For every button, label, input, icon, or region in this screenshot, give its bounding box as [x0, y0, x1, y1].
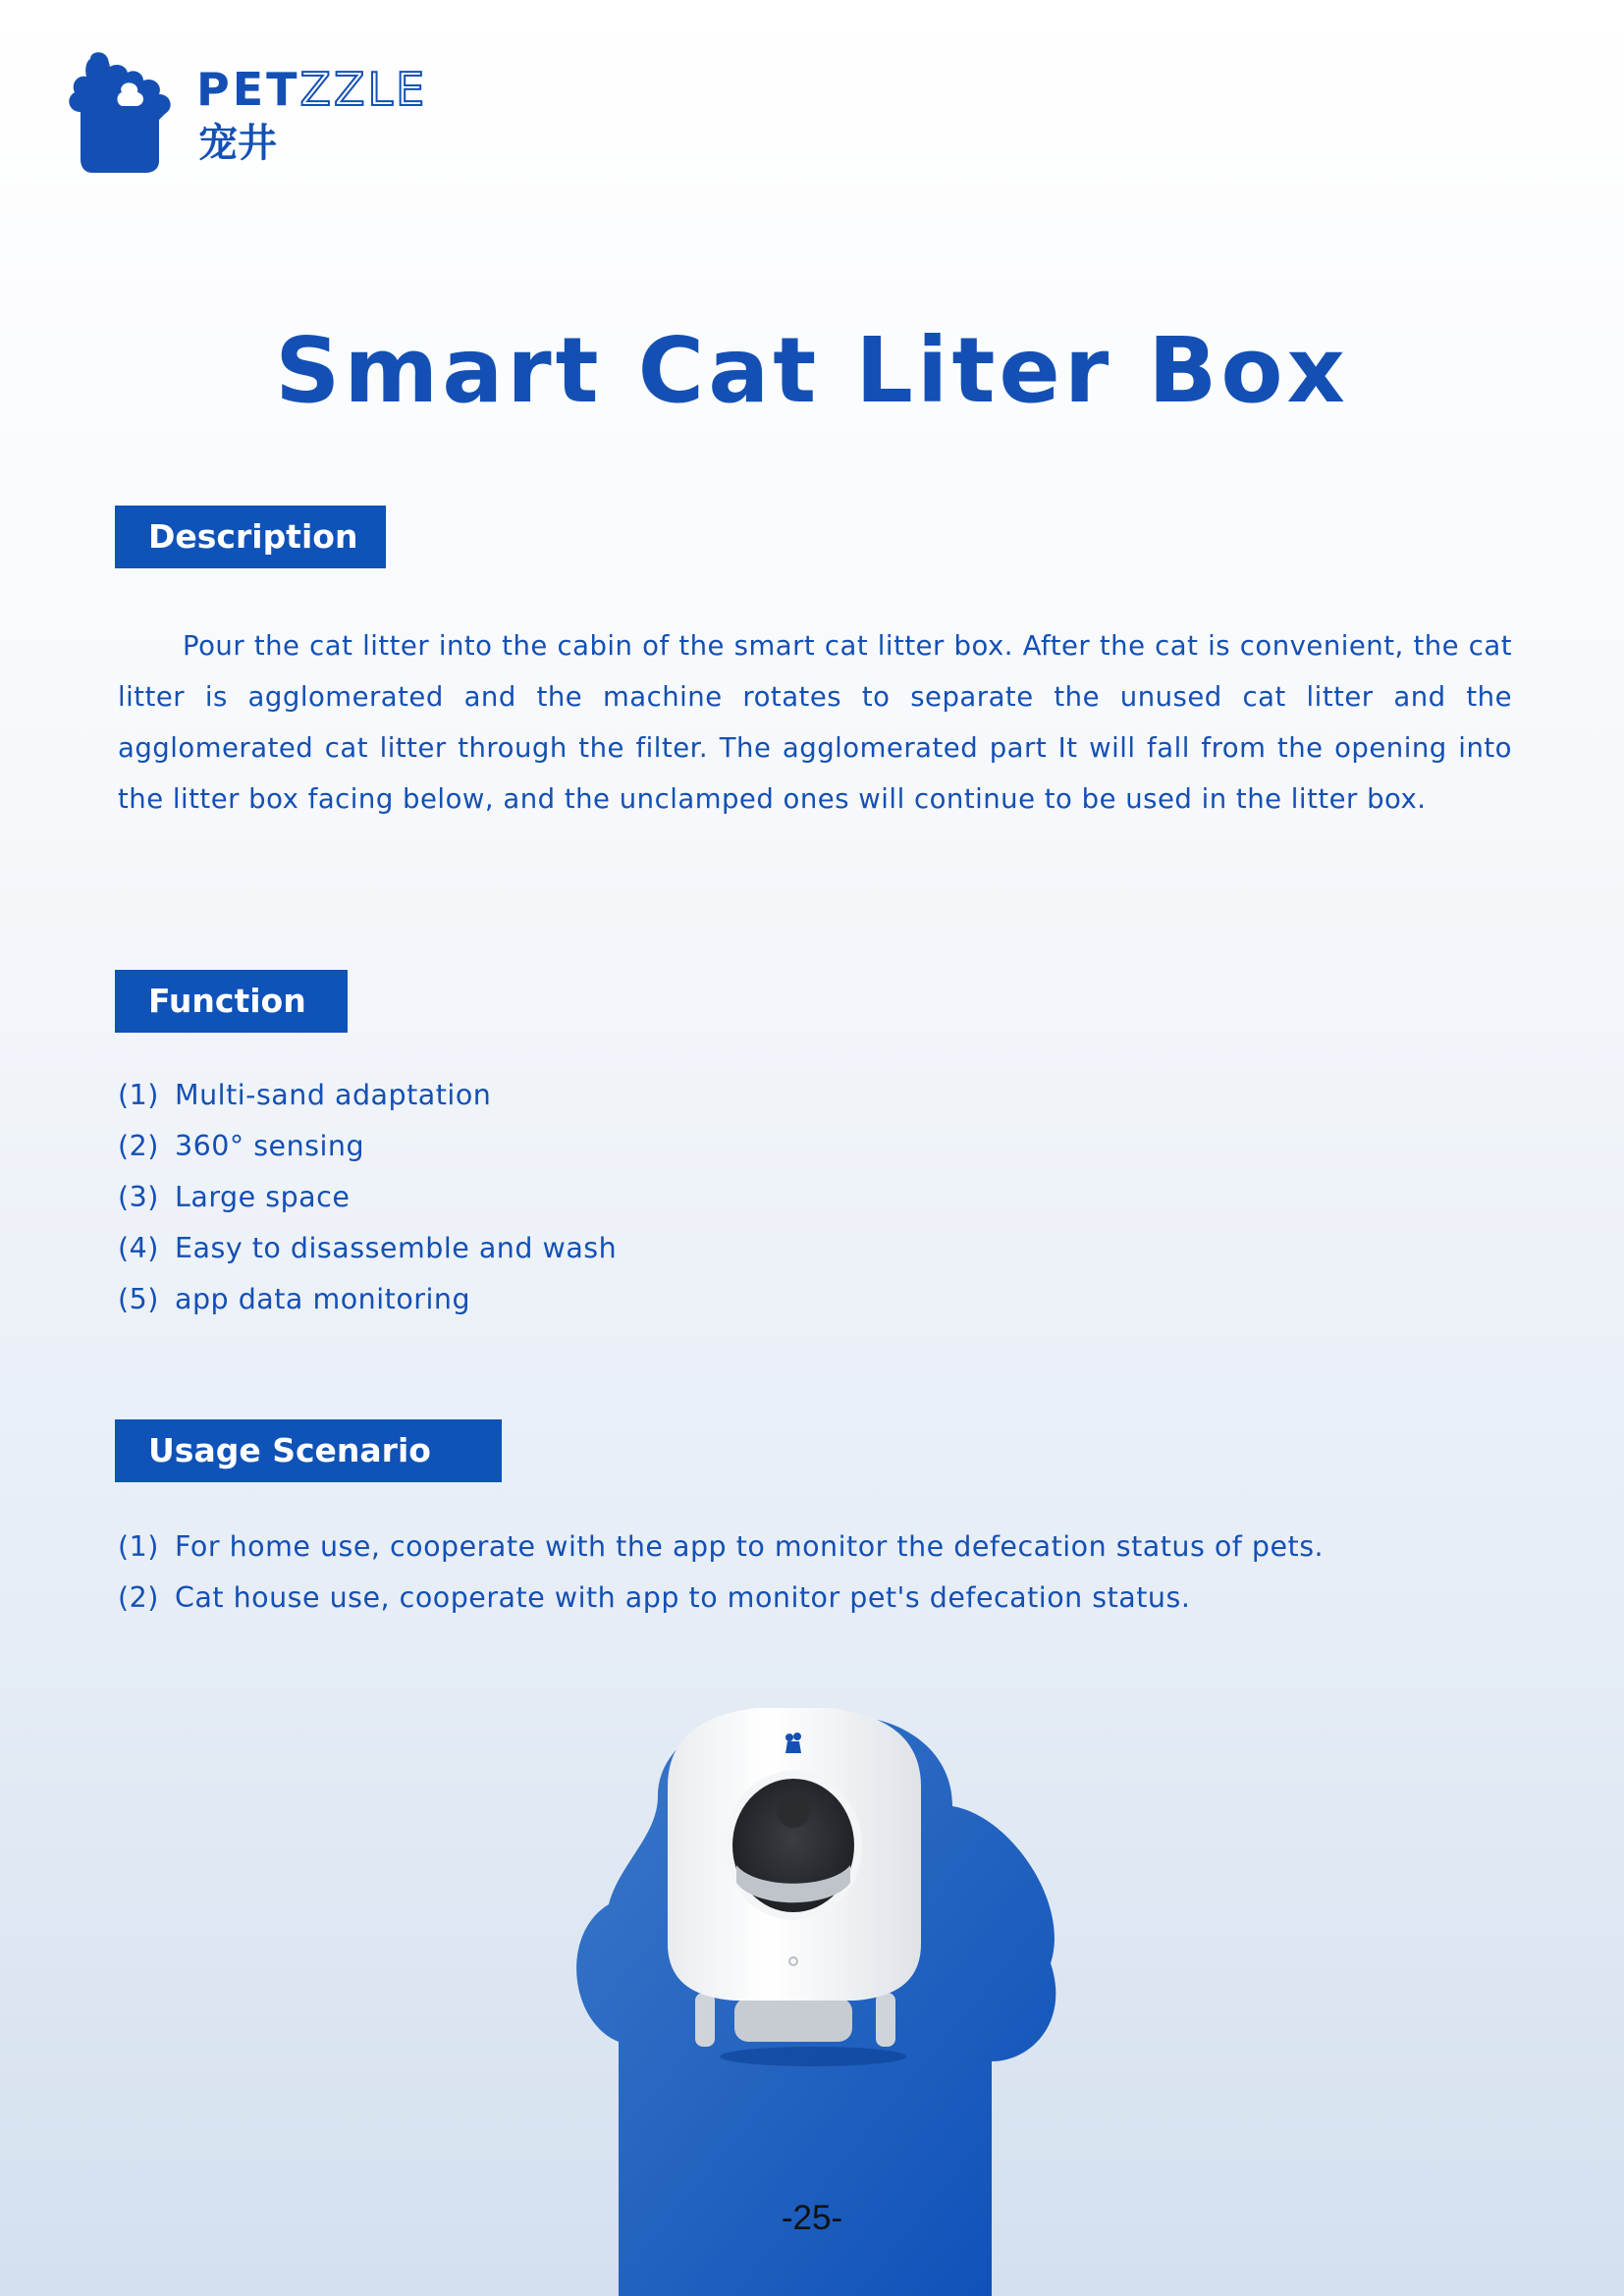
list-item: (4) Easy to disassemble and wash [118, 1232, 618, 1264]
list-item: (2) Cat house use, cooperate with app to monitor pet's defecation status. [118, 1581, 1191, 1614]
list-item: (1) Multi-sand adaptation [118, 1079, 492, 1111]
usage-scenario-heading: Usage Scenario [115, 1419, 502, 1482]
list-item: (2) 360° sensing [118, 1130, 365, 1162]
petzzle-logo-icon [65, 51, 183, 173]
list-item: (1) For home use, cooperate with the app to monitor the defecation status of pets. [118, 1530, 1325, 1563]
brand-logo [65, 49, 428, 177]
usage-list [118, 1522, 1324, 1624]
function-heading: Function [115, 970, 348, 1033]
page-title: Smart Cat Liter Box [275, 318, 1349, 423]
logo-chinese-name: 宠井 [198, 121, 277, 166]
logo-wordmark: PETZZLE [196, 63, 428, 116]
page-number: -25- [781, 2199, 843, 2237]
description-heading: Description [115, 506, 386, 568]
function-list [118, 1070, 617, 1325]
list-item: (5) app data monitoring [118, 1283, 471, 1315]
description-text: Pour the cat litter into the cabin of the smart cat litter box. After the cat is convenient, the cat litter is agglomerated and the machine rotates to separate the unused cat litter and the agglomerated cat litter through the filter. The agglomerated part It will fall from the opening into the litter box facing below, and the unclamped ones will continue to be used in the litter box. [118, 630, 1512, 815]
list-item: (3) Large space [118, 1181, 351, 1213]
